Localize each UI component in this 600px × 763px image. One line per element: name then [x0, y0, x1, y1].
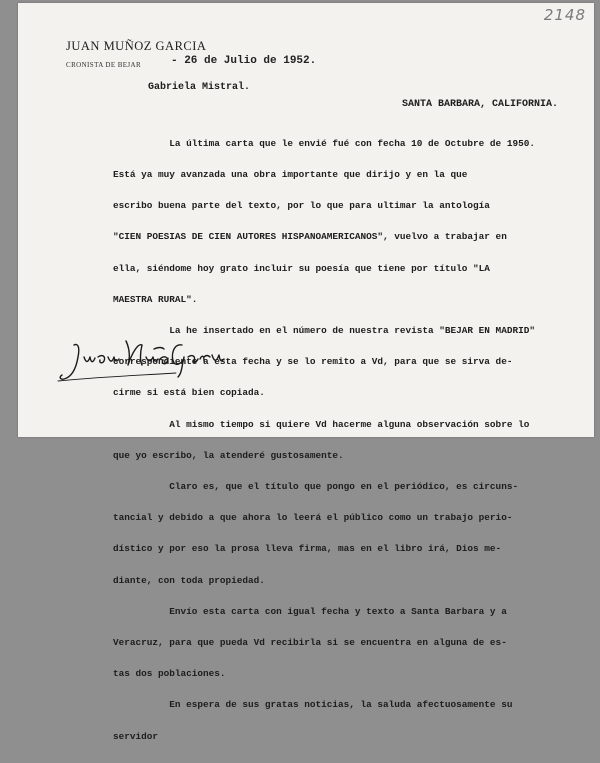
body-line: correspondiente a esta fecha y se lo remito a Vd, para que se sirva de-	[113, 356, 513, 368]
letter-date: - 26 de Julio de 1952.	[171, 55, 317, 67]
body-line: cirme si está bien copiada.	[113, 387, 265, 399]
body-line: La última carta que le envié fué con fecha 10 de Octubre de 1950.	[113, 137, 535, 149]
letter-page	[18, 3, 594, 742]
body-line: tas dos poblaciones.	[113, 668, 226, 680]
archive-number: 2148	[543, 6, 586, 24]
body-line: Envío esta carta con igual fecha y texto a Santa Barbara y a	[113, 605, 507, 617]
body-line: ella, siéndome hoy grato incluir su poesía que tiene por título "LA	[113, 262, 490, 274]
body-line: que yo escribo, la atenderé gustosamente.	[113, 449, 344, 461]
body-line: servidor	[113, 730, 159, 742]
body-line: diante, con toda propiedad.	[113, 574, 265, 586]
letterhead-role: CRONISTA DE BEJAR	[66, 61, 142, 69]
body-line: En espera de sus gratas noticias, la saluda afectuosamente su	[113, 699, 513, 711]
body-line: Veracruz, para que pueda Vd recibirla si se encuentra en alguna de es-	[113, 637, 507, 649]
body-line: dístico y por eso la prosa lleva firma, mas en el libro irá, Dios me-	[113, 543, 502, 555]
letter-body	[113, 118, 535, 763]
body-line: escribo buena parte del texto, por lo que para ultimar la antología	[113, 200, 490, 212]
body-line: "CIEN POESIAS DE CIEN AUTORES HISPANOAMERICANOS", vuelvo a trabajar en	[113, 231, 507, 243]
body-line: La he insertado en el número de nuestra revista "BEJAR EN MADRID"	[113, 325, 535, 337]
handwritten-signature-icon	[56, 335, 226, 385]
letterhead-name: JUAN MUÑOZ GARCIA	[66, 39, 207, 53]
addressee: Gabriela Mistral.	[148, 82, 251, 93]
body-line: Claro es, que el título que pongo en el periódico, es circuns-	[113, 481, 519, 493]
body-line: tancial y debido a que ahora lo leerá el público como un trabajo perio-	[113, 512, 513, 524]
body-line: Está ya muy avanzada una obra importante que dirijo y en la que	[113, 169, 468, 181]
body-line: Al mismo tiempo si quiere Vd hacerme alguna observación sobre lo	[113, 418, 530, 430]
place-line: SANTA BARBARA, CALIFORNIA.	[402, 99, 559, 110]
body-line: MAESTRA RURAL".	[113, 293, 198, 305]
